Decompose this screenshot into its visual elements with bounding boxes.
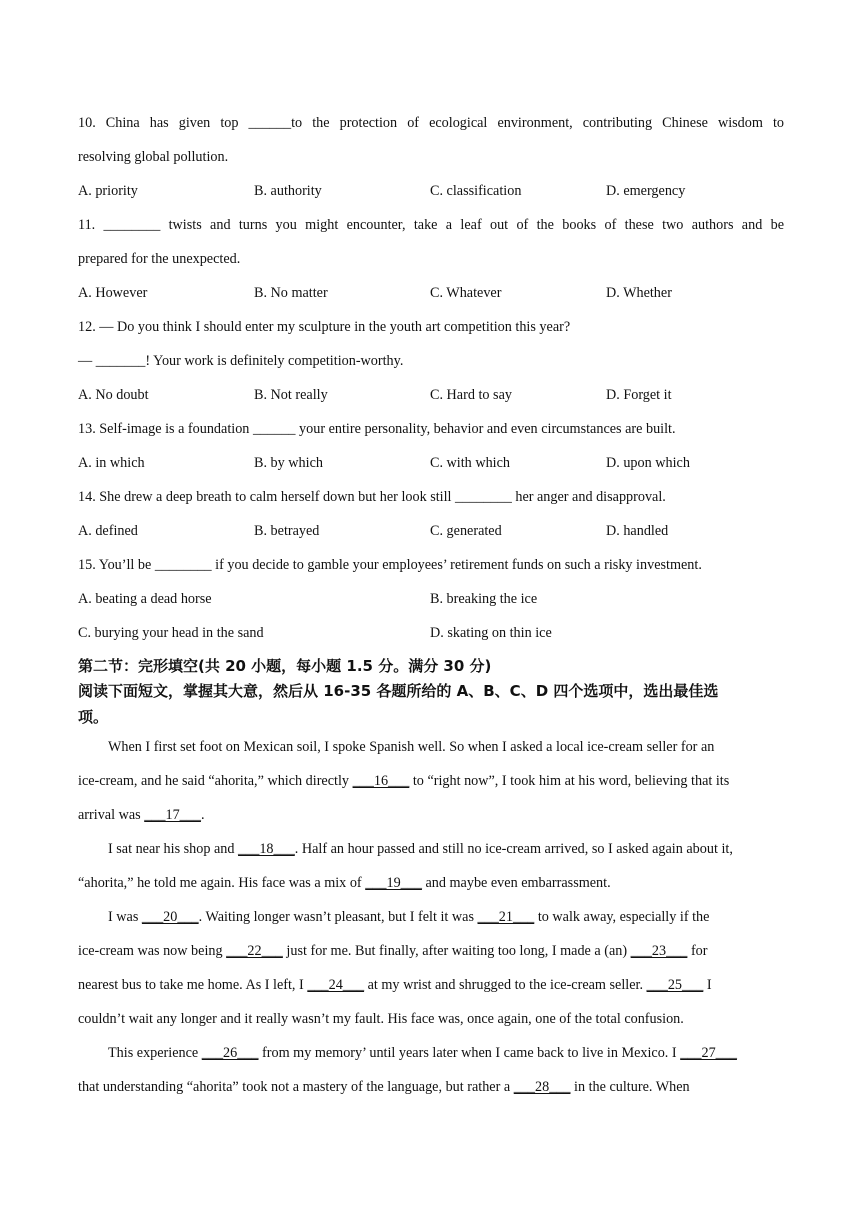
options-row: [78, 276, 784, 310]
question-13: [78, 412, 784, 480]
option-a: A. priority: [78, 183, 138, 199]
option-d: D. Whether: [606, 285, 672, 301]
passage-text: I sat near his shop and: [108, 841, 239, 857]
question-14: [78, 480, 784, 548]
option-a: A. No doubt: [78, 387, 149, 403]
option-c: C. burying your head in the sand: [78, 625, 264, 641]
option-d: D. upon which: [606, 455, 690, 471]
options-row: [78, 582, 784, 616]
question-10: [78, 106, 784, 208]
instruction-line: 项。: [78, 708, 109, 726]
cloze-passage: [78, 730, 784, 1104]
passage-line: [78, 832, 784, 866]
blank-16: ___16___: [352, 773, 410, 789]
passage-text: ice-cream was now being: [78, 943, 227, 959]
question-15: [78, 548, 784, 650]
option-c: C. classification: [430, 183, 522, 199]
question-stem: 13. Self-image is a foundation ______ your entire personality, behavior and even circumstances are built.: [78, 421, 676, 437]
blank-21: ___21___: [477, 909, 535, 925]
option-c: C. with which: [430, 455, 510, 471]
question-11: [78, 208, 784, 310]
option-c: C. Whatever: [430, 285, 502, 301]
blank-23: ___23___: [630, 943, 688, 959]
option-c: C. Hard to say: [430, 387, 512, 403]
exam-page: [78, 106, 784, 1104]
option-b: B. breaking the ice: [430, 591, 538, 607]
option-d: D. emergency: [606, 183, 686, 199]
passage-text: I: [703, 977, 712, 993]
question-stem: prepared for the unexpected.: [78, 251, 241, 267]
passage-text: from my memory’ until years later when I came back to live in Mexico. I: [258, 1045, 681, 1061]
passage-text: ice-cream, and he said “ahorita,” which directly: [78, 773, 353, 789]
section-instruction: [78, 678, 784, 730]
passage-line: couldn’t wait any longer and it really wasn’t my fault. His face was, once again, one of the total confusion.: [78, 1011, 684, 1027]
passage-text: “ahorita,” he told me again. His face was a mix of: [78, 875, 366, 891]
options-row: [78, 446, 784, 480]
passage-line: [78, 968, 784, 1002]
passage-text: . Half an hour passed and still no ice-cream arrived, so I asked again about it,: [294, 841, 733, 857]
options-row: [78, 616, 784, 650]
option-a: A. in which: [78, 455, 145, 471]
option-a: A. defined: [78, 523, 138, 539]
blank-17: ___17___: [144, 807, 201, 823]
question-stem: 15. You’ll be ________ if you decide to gamble your employees’ retirement funds on such a risky investment.: [78, 557, 702, 573]
option-b: B. by which: [254, 455, 323, 471]
blank-22: ___22___: [226, 943, 283, 959]
passage-text: . Waiting longer wasn’t pleasant, but I felt it was: [198, 909, 478, 925]
passage-text: that understanding “ahorita” took not a mastery of the language, but rather a: [78, 1079, 514, 1095]
option-d: D. skating on thin ice: [430, 625, 552, 641]
option-c: C. generated: [430, 523, 502, 539]
passage-text: This experience: [108, 1045, 202, 1061]
passage-text: I was: [108, 909, 142, 925]
blank-20: ___20___: [141, 909, 199, 925]
passage-line: [78, 900, 784, 934]
passage-line: [78, 866, 784, 900]
passage-text: at my wrist and shrugged to the ice-cream seller.: [364, 977, 647, 993]
option-b: B. No matter: [254, 285, 328, 301]
options-row: [78, 378, 784, 412]
option-a: A. beating a dead horse: [78, 591, 212, 607]
passage-text: in the culture. When: [570, 1079, 690, 1095]
option-b: B. Not really: [254, 387, 328, 403]
option-d: D. handled: [606, 523, 669, 539]
blank-26: ___26___: [201, 1045, 259, 1061]
passage-text: just for me. But finally, after waiting too long, I made a (an): [282, 943, 631, 959]
passage-line: [78, 934, 784, 968]
question-stem: 11. ________ twists and turns you might encounter, take a leaf out of the books of these two authors and be: [78, 217, 784, 233]
options-row: [78, 514, 784, 548]
passage-text: to walk away, especially if the: [534, 909, 710, 925]
blank-18: ___18___: [238, 841, 295, 857]
instruction-line: 阅读下面短文，掌握其大意，然后从 16-35 各题所给的 A、B、C、D 四个选项中，选出最佳选: [78, 682, 719, 700]
options-row: [78, 174, 784, 208]
passage-text: nearest bus to take me home. As I left, I: [78, 977, 308, 993]
blank-25: ___25___: [646, 977, 704, 993]
option-a: A. However: [78, 285, 148, 301]
passage-line: [78, 798, 784, 832]
question-stem: resolving global pollution.: [78, 149, 229, 165]
passage-text: arrival was: [78, 807, 145, 823]
option-b: B. authority: [254, 183, 322, 199]
question-stem: 12. — Do you think I should enter my sculpture in the youth art competition this year?: [78, 319, 571, 335]
passage-text: and maybe even embarrassment.: [421, 875, 611, 891]
passage-text: to “right now”, I took him at his word, believing that its: [409, 773, 730, 789]
passage-text: for: [687, 943, 708, 959]
passage-text: .: [200, 807, 205, 823]
blank-28: ___28___: [513, 1079, 571, 1095]
question-stem: — _______! Your work is definitely competition-worthy.: [78, 353, 404, 369]
option-d: D. Forget it: [606, 387, 672, 403]
passage-line: [78, 1070, 784, 1104]
question-stem: 14. She drew a deep breath to calm herself down but her look still ________ her anger and disapproval.: [78, 489, 666, 505]
blank-24: ___24___: [307, 977, 365, 993]
blank-27: ___27___: [680, 1045, 737, 1061]
question-stem: 10. China has given top ______to the protection of ecological environment, contributing Chinese wisdom to: [78, 115, 784, 131]
question-12: [78, 310, 784, 412]
passage-line: [78, 1036, 784, 1070]
section-title: 第二节：完形填空(共 20 小题，每小题 1.5 分。满分 30 分): [78, 657, 492, 675]
passage-line: [78, 764, 784, 798]
passage-line: When I first set foot on Mexican soil, I spoke Spanish well. So when I asked a local ice-cream seller for an: [108, 739, 715, 755]
blank-19: ___19___: [365, 875, 422, 891]
option-b: B. betrayed: [254, 523, 320, 539]
